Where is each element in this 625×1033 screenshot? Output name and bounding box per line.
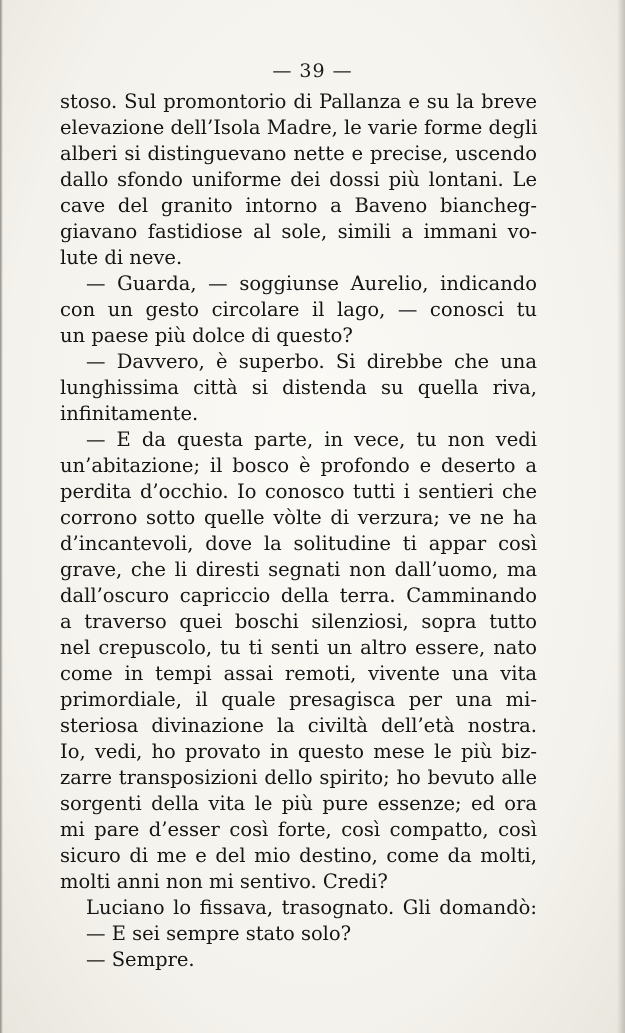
body-text: [60, 89, 537, 973]
page-left-edge-shadow: [0, 0, 3, 1033]
text-line: d’incantevoli, dove la solitudine ti appar così: [60, 532, 537, 555]
text-line: a traverso quei boschi silenziosi, sopra tutto: [60, 610, 537, 633]
text-line: giavano fastidiose al sole, simili a immani vo-: [60, 220, 537, 243]
text-line: sicuro di me e del mio destino, come da molti,: [60, 844, 537, 867]
text-line: infinitamente.: [60, 402, 199, 425]
text-line: un paese più dolce di questo?: [60, 324, 353, 347]
text-line: — Davvero, è superbo. Si direbbe che una: [86, 350, 537, 373]
text-line: — Sempre.: [86, 948, 195, 971]
text-line: come in tempi assai remoti, vivente una vita: [60, 662, 537, 685]
text-line: cave del granito intorno a Baveno biancheg-: [60, 194, 537, 217]
text-line: — E da questa parte, in vece, tu non vedi: [86, 428, 537, 451]
text-line: elevazione dell’Isola Madre, le varie forme degli: [60, 116, 538, 139]
text-line: lunghissima città si distenda su quella riva,: [60, 376, 537, 399]
page-right-edge-shadow: [617, 0, 625, 1033]
text-line: primordiale, il quale presagisca per una mi-: [60, 688, 537, 711]
text-line: zarre transposizioni dello spirito; ho bevuto alle: [60, 766, 537, 789]
text-line: lute di neve.: [60, 246, 183, 269]
text-line: dallo sfondo uniforme dei dossi più lontani. Le: [60, 168, 537, 191]
page-number: — 39 —: [272, 60, 353, 82]
text-line: stoso. Sul promontorio di Pallanza e su la breve: [60, 90, 537, 113]
text-line: steriosa divinazione la civiltà dell’età nostra.: [60, 714, 537, 737]
text-line: mi pare d’esser così forte, così compatto, così: [60, 818, 537, 841]
text-line: perdita d’occhio. Io conosco tutti i sentieri che: [60, 480, 537, 503]
text-line: un’abitazione; il bosco è profondo e deserto a: [60, 454, 537, 477]
text-line: nel crepuscolo, tu ti senti un altro essere, nato: [60, 636, 537, 659]
text-line: con un gesto circolare il lago, — conosci tu: [60, 298, 537, 321]
text-line: Io, vedi, ho provato in questo mese le più biz-: [60, 740, 537, 763]
text-line: molti anni non mi sentivo. Credi?: [60, 870, 388, 893]
text-line: dall’oscuro capriccio della terra. Camminando: [60, 584, 537, 607]
text-line: — Guarda, — soggiunse Aurelio, indicando: [86, 272, 537, 295]
text-line: alberi si distinguevano nette e precise, uscendo: [60, 142, 537, 165]
text-line: — E sei sempre stato solo?: [86, 922, 352, 945]
text-line: sorgenti della vita le più pure essenze; ed ora: [60, 792, 537, 815]
text-line: grave, che li diresti segnati non dall’uomo, ma: [60, 558, 537, 581]
text-line: corrono sotto quelle vòlte di verzura; ve ne ha: [60, 506, 537, 529]
text-line: Luciano lo fissava, trasognato. Gli domandò:: [86, 896, 537, 919]
